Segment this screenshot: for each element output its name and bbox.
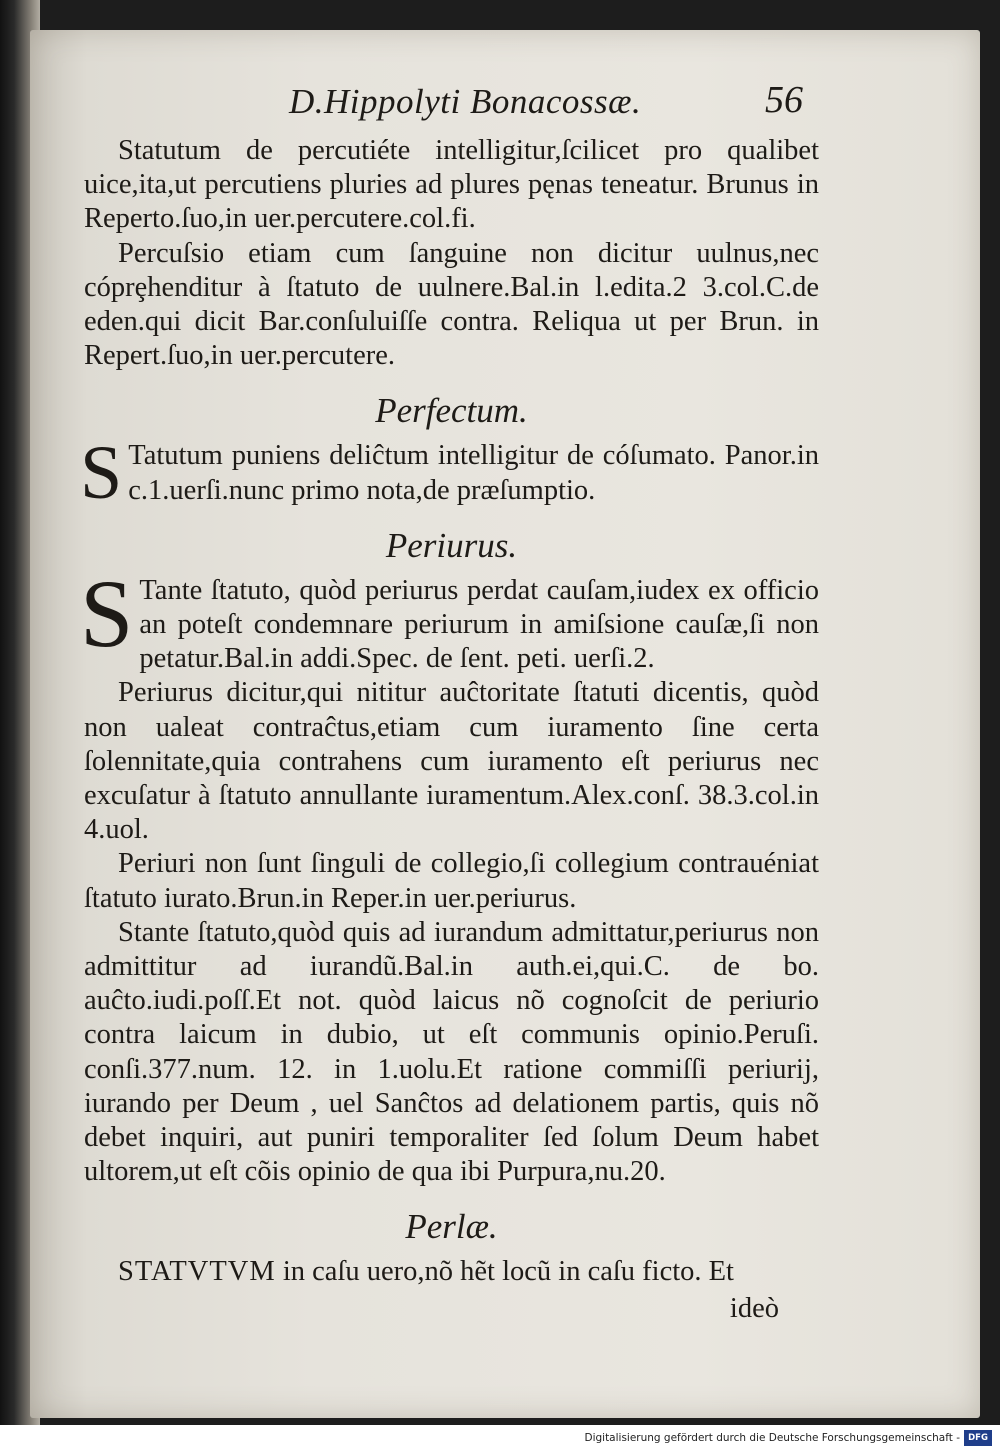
running-title: D.Hippolyti Bonacossæ. [289,82,642,121]
paragraph: Periurus dicitur,qui nititur auĉtoritate ſtatuti dicentis, quòd non ualeat contraĉtus,etiam cum iuramento ſine certa ſolennitate,quia contrahens cum iuramento eſt periurus nec excuſatur à ſtatuto annullante iuramentum.Alex.conſ. 38.3.col.in 4.uol. [84,677,819,846]
section-perla [84,1205,819,1289]
page-number: 56 [765,79,803,121]
paragraph: Stante ſtatuto,quòd quis ad iurandum admittatur,periurus non admittitur ad iurandũ.Bal.in auth.ei,qui.C. de bo. auĉto.iudi.poſſ.Et not. quòd laicus nõ cognoſcit de periurio contra laicum in dubio, ut eſt communis opinio.Peruſi. conſi.377.num. 12. in 1.uolu.Et ratione commiſſi periurij, iurando per Deum , uel Sanĉtos ad delationem partis, quis nõ debet inquiri, aut puniri temporaliter ſed ſolum Deum habet ultorem,ut eſt cõis opinio de qua ibi Purpura,nu.20. [84,916,819,1188]
paragraph-text: Tatutum puniens deliĉtum intelligitur de cóſumato. Panor.in c.1.uerſi.nunc primo nota,de præſumptio. [128,440,819,506]
drop-capital: S [80,431,123,516]
page-header [84,80,819,134]
section-intro [84,134,819,373]
opening-word: STATVTVM [118,1256,276,1288]
section-periurus [80,524,819,1190]
page-content [80,79,819,1326]
footer-credit: Digitalisierung gefördert durch die Deutsche Forschungsgemeinschaft - [584,1432,960,1444]
paragraph [80,559,819,677]
paragraph [80,431,819,516]
catchword: ideò [729,1292,779,1324]
dfg-logo: DFG [964,1430,992,1446]
book-page [30,30,980,1418]
paragraph [84,1255,819,1289]
paragraph-text: Tante ſtatuto, quòd periurus perdat cauſam,iudex ex officio an poteſt condemnare periurum in amiſsione cauſæ,ſi non petatur.Bal.in addi.Spec. de ſent. peti. uerſi.2. [139,574,819,675]
section-perfectum [80,389,819,516]
paragraph: Statutum de percutiéte intelligitur,ſcilicet pro qualibet uice,ita,ut percutiens pluries ad plures pęnas teneatur. Brunus in Reperto.ſuo,in uer.percutere.col.fi. [84,135,819,235]
paragraph-text: in caſu uero,nõ hẽt locũ in caſu ficto. Et [275,1256,734,1288]
section-heading: Periurus. [385,525,518,565]
paragraph: Percuſsio etiam cum ſanguine non dicitur uulnus,nec cóprȩhenditur à ſtatuto de uulnere.Bal.in l.edita.2 3.col.C.de eden.qui dicit Bar.conſuluiſſe contra. Reliqua ut per Brun. in Repert.ſuo,in uer.percutere. [84,237,819,372]
drop-capital: S [80,559,134,667]
paragraph: Periuri non ſunt ſinguli de collegio,ſi collegium contrauéniat ſtatuto iurato.Brun.in Reper.in uer.periurus. [84,848,819,914]
section-heading: Perfectum. [375,391,528,431]
section-heading: Perlæ. [405,1207,498,1247]
